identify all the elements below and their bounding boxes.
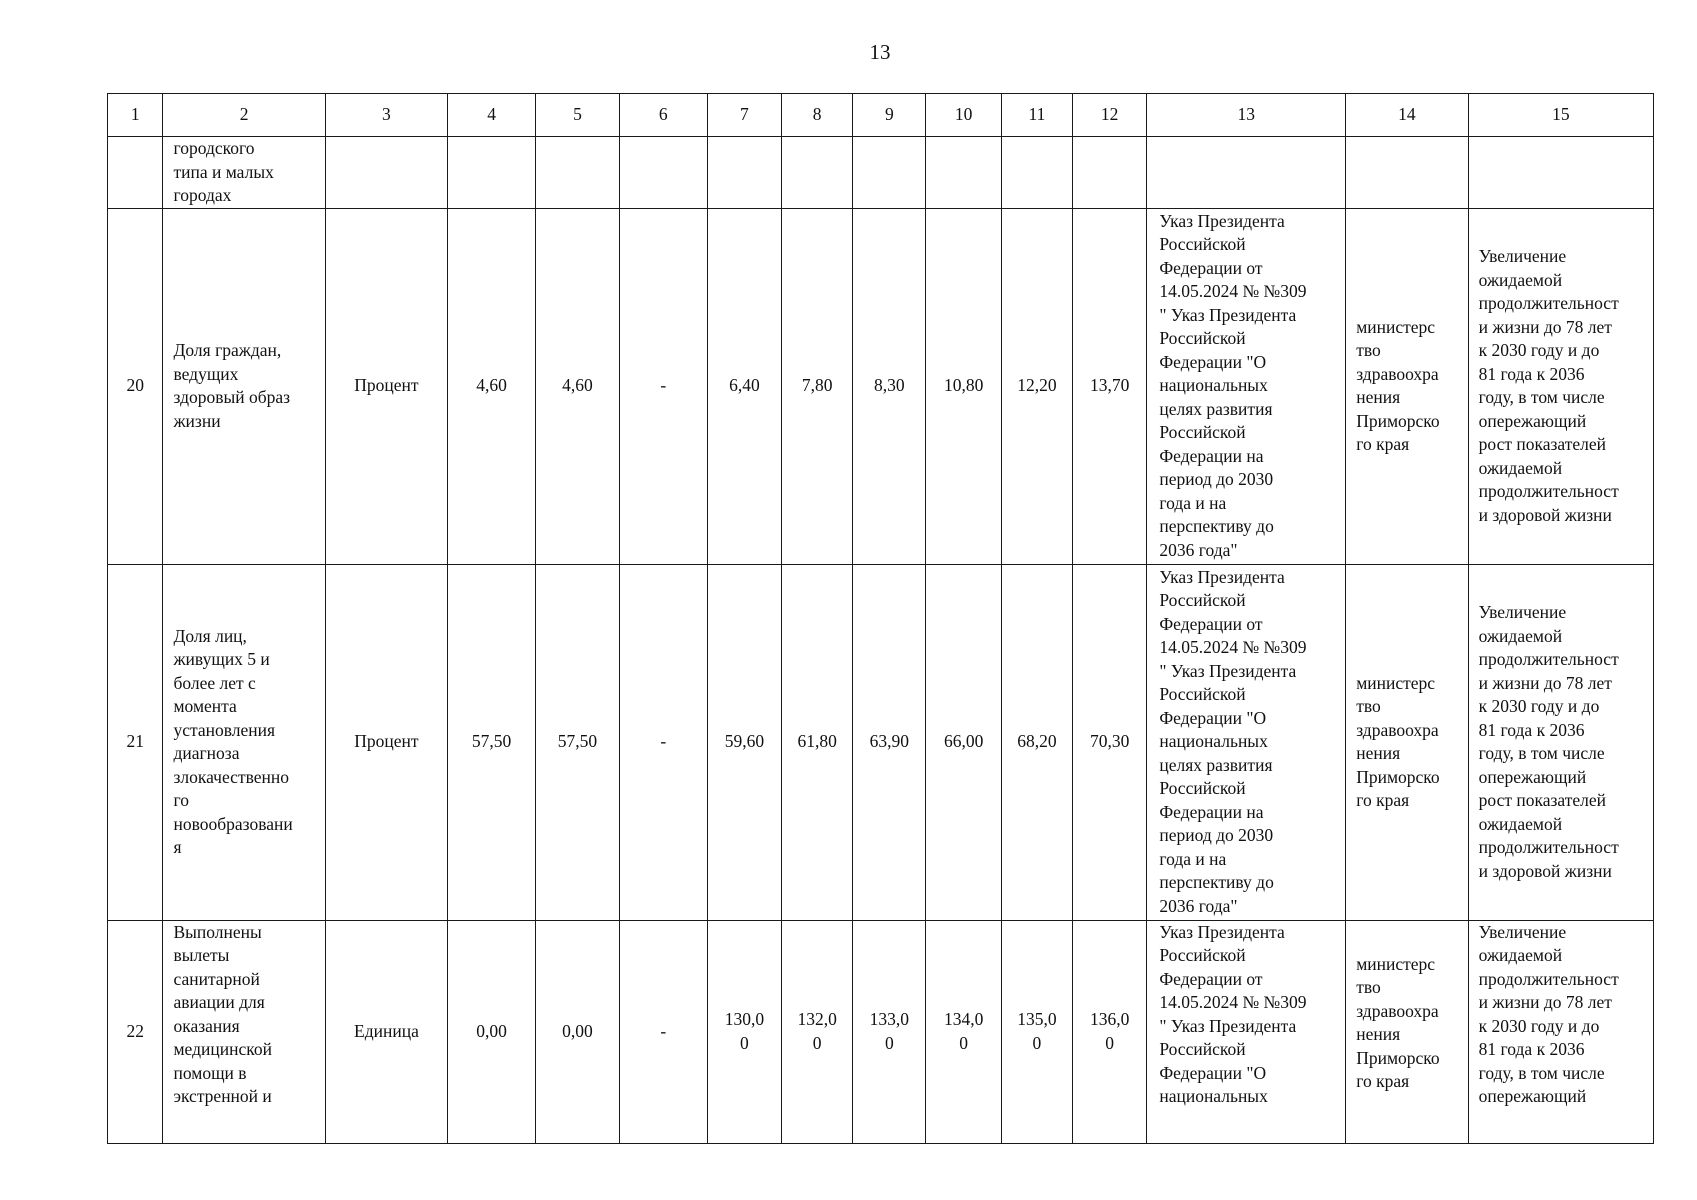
value-cell: [1073, 137, 1147, 209]
document-text: Указ Президента Российской Федерации от 14.05.2024 № №309 " Указ Президента Российской Федерации "О национальных целях развития Российской Федерации на период до 2030 года и на перспективу до 2036 года": [1159, 210, 1307, 560]
value-col9: 8,30: [853, 208, 926, 564]
value-col12: 136,0 0: [1089, 1009, 1130, 1053]
indicator-name: городского типа и малых городах: [173, 138, 274, 205]
responsible-cell: [1346, 137, 1468, 209]
header-cell: 1: [108, 94, 163, 137]
value-col8-cell: [782, 920, 853, 1143]
header-cell: 8: [782, 94, 853, 137]
page-number: 13: [869, 40, 891, 64]
header-cell: 11: [1001, 94, 1072, 137]
value-col7-cell: [707, 920, 781, 1143]
table-row-continuation: [108, 137, 1654, 209]
value-col8: 7,80: [782, 208, 853, 564]
header-cell: 7: [707, 94, 781, 137]
value-col9: 63,90: [853, 564, 926, 920]
value-cell: [536, 137, 620, 209]
value-cell: [853, 137, 926, 209]
indicator-name-cell: [163, 564, 325, 920]
row-number: 20: [108, 208, 163, 564]
value-col4: 4,60: [448, 208, 536, 564]
value-col8: 61,80: [782, 564, 853, 920]
value-col12: 70,30: [1073, 564, 1147, 920]
goal-cell: [1468, 208, 1653, 564]
row-number-cell: [108, 137, 163, 209]
responsible-text: министерс тво здравоохра нения Приморско го края: [1356, 672, 1440, 810]
goal-text: Увеличение ожидаемой продолжительност и жизни до 78 лет к 2030 году и до 81 года к 2036 году, в том числе опережающий рост показателей ожидаемой продолжительност и здоровой жизни: [1478, 602, 1619, 881]
value-col11-cell: [1001, 920, 1072, 1143]
value-col7: 6,40: [707, 208, 781, 564]
value-col10-cell: [926, 920, 1001, 1143]
row-number: 21: [108, 564, 163, 920]
responsible-text: министерс тво здравоохра нения Приморско го края: [1356, 953, 1440, 1091]
table-header-row: [108, 94, 1654, 137]
value-col4: 57,50: [448, 564, 536, 920]
table-row: [108, 208, 1654, 564]
value-col10: 134,0 0: [943, 1009, 984, 1053]
header-cell: 6: [619, 94, 707, 137]
value-cell: [782, 137, 853, 209]
goal-cell: [1468, 920, 1653, 1143]
unit: Единица: [325, 920, 447, 1143]
document-cell: [1147, 920, 1346, 1143]
indicator-name-cell: [163, 920, 325, 1143]
header-cell: 12: [1073, 94, 1147, 137]
value-col11: 68,20: [1001, 564, 1072, 920]
goal-cell: [1468, 564, 1653, 920]
document-cell: [1147, 137, 1346, 209]
document-text: Указ Президента Российской Федерации от 14.05.2024 № №309 " Указ Президента Российской Федерации "О национальных целях развития Российской Федерации на период до 2030 года и на перспективу до 2036 года": [1159, 566, 1307, 916]
document-cell: [1147, 564, 1346, 920]
header-cell: 10: [926, 94, 1001, 137]
document-text: Указ Президента Российской Федерации от 14.05.2024 № №309 " Указ Президента Российской Федерации "О национальных: [1159, 921, 1307, 1106]
value-col6: -: [619, 920, 707, 1143]
indicator-name: Доля граждан, ведущих здоровый образ жизни: [173, 340, 291, 431]
unit: Процент: [325, 208, 447, 564]
goal-text: Увеличение ожидаемой продолжительност и жизни до 78 лет к 2030 году и до 81 года к 2036 году, в том числе опережающий рост показателей ожидаемой продолжительност и здоровой жизни: [1478, 246, 1619, 525]
value-col12-cell: [1073, 920, 1147, 1143]
table-row: [108, 564, 1654, 920]
value-col7: 59,60: [707, 564, 781, 920]
value-col5: 57,50: [536, 564, 620, 920]
value-col6: -: [619, 564, 707, 920]
header-cell: 14: [1346, 94, 1468, 137]
value-col6: -: [619, 208, 707, 564]
responsible-cell: [1346, 208, 1468, 564]
value-cell: [1001, 137, 1072, 209]
goal-cell: [1468, 137, 1653, 209]
value-col8: 132,0 0: [797, 1009, 837, 1053]
document-cell: [1147, 208, 1346, 564]
value-col5: 0,00: [536, 920, 620, 1143]
value-col10: 66,00: [926, 564, 1001, 920]
header-cell: 3: [325, 94, 447, 137]
header-cell: 5: [536, 94, 620, 137]
value-col9: 133,0 0: [869, 1009, 910, 1053]
value-col7: 130,0 0: [724, 1009, 765, 1053]
responsible-cell: [1346, 920, 1468, 1143]
value-cell: [619, 137, 707, 209]
indicator-name-cell: [163, 137, 325, 209]
header-cell: 9: [853, 94, 926, 137]
value-col11: 135,0 0: [1017, 1009, 1057, 1053]
indicators-table: [107, 93, 1654, 1144]
indicator-name-cell: [163, 208, 325, 564]
indicator-name: Доля лиц, живущих 5 и более лет с момента установления диагноза злокачественно го новообразовани я: [173, 625, 293, 857]
value-cell: [707, 137, 781, 209]
unit: Процент: [325, 564, 447, 920]
unit-cell: [325, 137, 447, 209]
header-cell: 4: [448, 94, 536, 137]
responsible-text: министерс тво здравоохра нения Приморско го края: [1356, 316, 1440, 454]
value-cell: [926, 137, 1001, 209]
value-cell: [448, 137, 536, 209]
value-col10: 10,80: [926, 208, 1001, 564]
responsible-cell: [1346, 564, 1468, 920]
header-cell: 15: [1468, 94, 1653, 137]
header-cell: 13: [1147, 94, 1346, 137]
value-col11: 12,20: [1001, 208, 1072, 564]
goal-text: Увеличение ожидаемой продолжительност и жизни до 78 лет к 2030 году и до 81 года к 2036 году, в том числе опережающий: [1478, 921, 1619, 1106]
indicator-name: Выполнены вылеты санитарной авиации для оказания медицинской помощи в экстренной и: [173, 921, 272, 1106]
value-col12: 13,70: [1073, 208, 1147, 564]
value-col9-cell: [853, 920, 926, 1143]
value-col5: 4,60: [536, 208, 620, 564]
table-row: [108, 920, 1654, 1143]
value-col4: 0,00: [448, 920, 536, 1143]
row-number: 22: [108, 920, 163, 1143]
header-cell: 2: [163, 94, 325, 137]
